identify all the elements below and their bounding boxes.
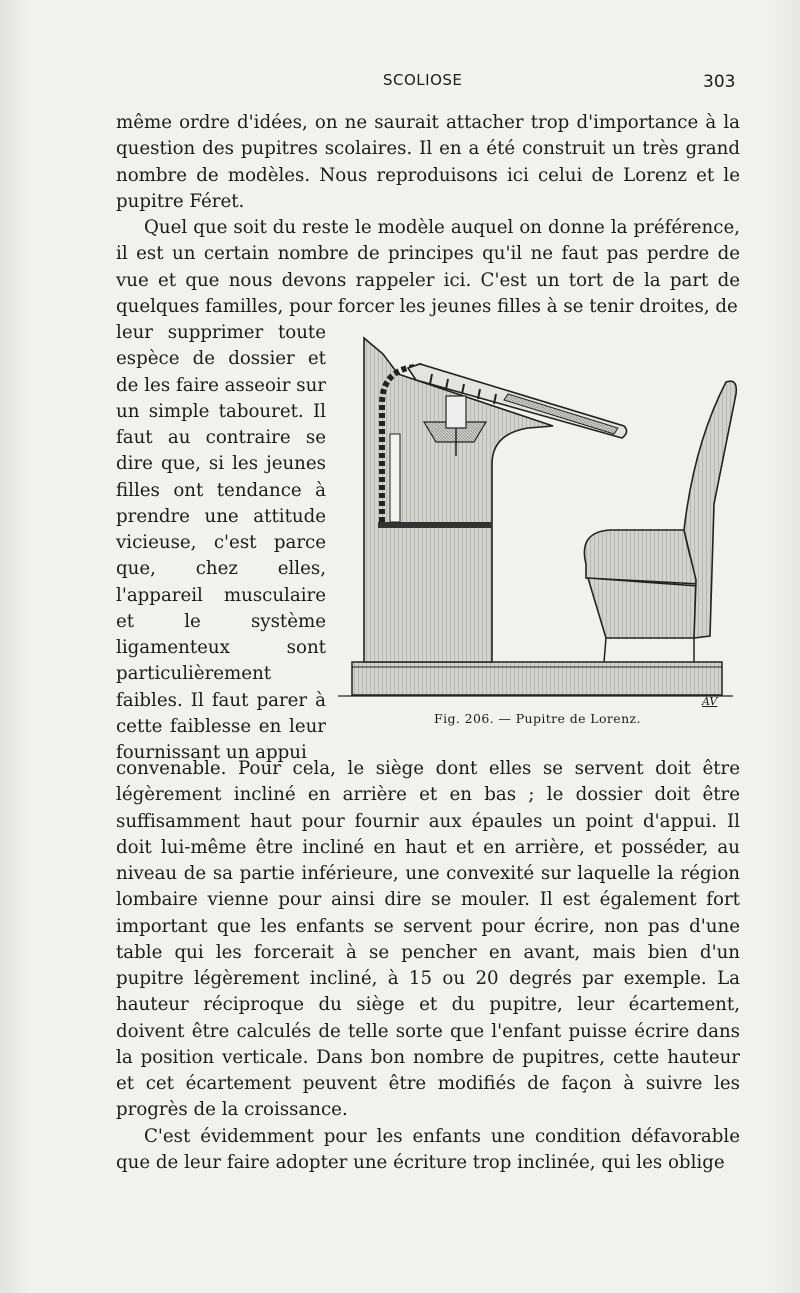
desk-shelf	[378, 522, 492, 528]
page-header	[0, 68, 800, 96]
seat-support	[588, 578, 698, 638]
paragraph-2-wide: Quel que soit du reste le modèle auquel on donne la préférence, il est un certain nombre de principes qu'il ne faut pas perdre de vue et que nous devons rappeler ici. C'est un tort de la part de quelques familles, pour forcer les jeunes filles à se tenir droites, de	[116, 217, 740, 317]
page-number: 303	[703, 72, 736, 92]
text-block-top	[116, 110, 740, 320]
paragraph-3: C'est évidemment pour les enfants une condition défavorable que de leur faire adopter une écriture trop inclinée, qui les oblige	[116, 1125, 740, 1173]
paragraph-2-narrow: leur supprimer toute espèce de dossier et de les faire asseoir sur un simple tabouret. Il faut au contraire se dire que, si les jeunes filles ont tendance à prendre une attitude vicieuse, c'est parce que, chez elles, l'appareil musculaire et le système ligamenteux sont particulièrement faibles. Il faut parer à cette faiblesse en leur fournissant un appui	[116, 322, 326, 763]
illustrator-signature: AV	[702, 695, 718, 708]
figure-caption: Fig. 206. — Pupitre de Lorenz.	[434, 711, 641, 726]
book-slot	[390, 434, 400, 522]
paragraph-1: même ordre d'idées, on ne saurait attacher trop d'importance à la question des pupitres scolaires. Il en a été construit un très grand nombre de modèles. Nous reproduisons ici celui de Lorenz et le pupitre Féret.	[116, 112, 740, 212]
paragraph-2-continued: convenable. Pour cela, le siège dont elles se servent doit être légèrement incliné en arrière et en bas ; le dossier doit être suffisamment haut pour fournir aux épaules un point d'appui. Il doit lui-même être incliné en haut et en arrière, et posséder, au niveau de sa partie inférieure, une convexité sur laquelle la région lombaire vienne pour ainsi dire se mouler. Il est également fort important que les enfants se servent pour écrire, non pas d'une table qui les forcerait à se pencher en avant, mais bien d'un pupitre légèrement incliné, à 15 ou 20 degrés par exemple. La hauteur réciproque du siège et du pupitre, leur écartement, doivent être calculés de telle sorte que l'enfant puisse écrire dans la position verticale. Dans bon nombre de pupitres, cette hauteur et cet écartement peuvent être modifiés de façon à suivre les progrès de la croissance.	[116, 758, 740, 1121]
figure	[338, 334, 738, 734]
seat	[584, 530, 700, 584]
desk-illustration	[338, 334, 738, 704]
text-block-narrow	[116, 320, 326, 766]
inkwell	[446, 396, 466, 428]
running-title: SCOLIOSE	[383, 71, 463, 89]
text-block-bottom	[116, 756, 740, 1176]
seat-post	[604, 638, 606, 662]
